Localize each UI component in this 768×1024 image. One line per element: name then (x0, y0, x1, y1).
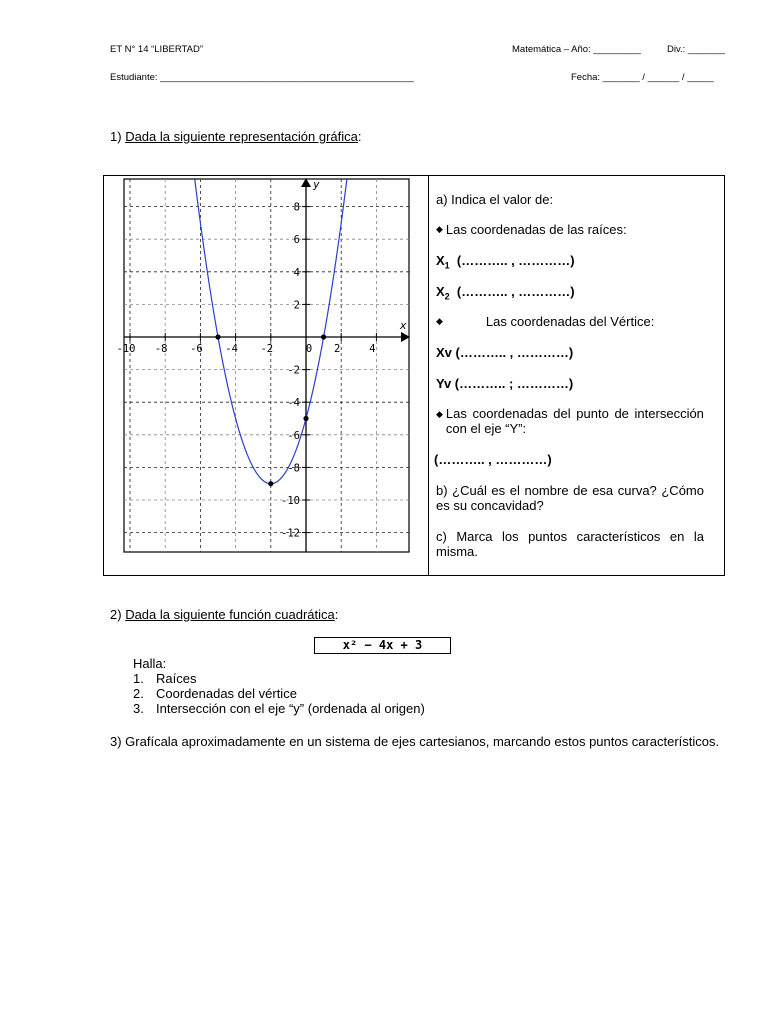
y-tick-label: 4 (293, 266, 300, 279)
chart-axes (124, 178, 410, 552)
list-number: 2. (133, 686, 144, 701)
x-tick-label: 2 (334, 343, 341, 355)
y-tick-label: -10 (281, 495, 300, 507)
vertex-label: Las coordenadas del Vértice: (485, 314, 655, 329)
quadratic-formula-box: x² − 4x + 3 (314, 637, 451, 654)
x-tick-label: -2 (260, 343, 274, 355)
x-tick-label: -6 (190, 343, 203, 355)
y-tick-label: 2 (293, 299, 300, 312)
question-3: 3) Grafícala aproximadamente en un sistema de ejes cartesianos, marcando estos puntos característicos. (110, 734, 720, 749)
x1-subscript: 1 (444, 260, 450, 271)
school-name: ET N° 14 “LIBERTAD” (110, 44, 204, 55)
chart-grid (124, 179, 409, 552)
vertex-item (436, 314, 704, 329)
x1-line (436, 253, 704, 271)
student-field: Estudiante: ________________________________________________ (110, 72, 414, 83)
x2-line (436, 284, 704, 302)
table-divider (428, 175, 429, 576)
x-tick-label: -4 (225, 343, 238, 355)
bullet-icon: ◆ (436, 224, 443, 234)
intercept-label: Las coordenadas del punto de intersección con el eje “Y”: (445, 406, 704, 436)
list-number: 1. (133, 671, 144, 686)
yv-line: Yv (……….. ; …………) (436, 376, 574, 391)
question-2-colon: : (334, 607, 339, 622)
marked-point (321, 334, 326, 339)
question-2-heading (110, 607, 338, 622)
question-2-number: 2) (110, 607, 122, 622)
y-tick-label: -2 (287, 364, 300, 377)
part-c: c) Marca los puntos característicos en la misma. (436, 529, 704, 559)
halla-label: Halla: (133, 656, 167, 671)
x2-value: (……….. , …………) (456, 284, 575, 299)
list-item (133, 686, 425, 701)
division-field: Div.: _______ (667, 44, 725, 55)
x1-label: X (436, 253, 445, 268)
list-item (133, 701, 425, 716)
y-axis-label: y (313, 178, 320, 191)
parabola-chart (116, 177, 412, 555)
question-1-number: 1) (110, 129, 122, 144)
marked-point (268, 481, 273, 486)
question-2-list (133, 656, 425, 716)
marked-point (303, 416, 308, 421)
date-field: Fecha: _______ / ______ / _____ (571, 72, 714, 83)
question-2-title: Dada la siguiente función cuadrática (125, 607, 335, 622)
y-tick-label: -4 (287, 397, 300, 410)
x-tick-label: -10 (116, 343, 136, 355)
x2-subscript: 2 (444, 291, 450, 302)
list-text: Coordenadas del vértice (156, 686, 297, 701)
list-item (133, 671, 425, 686)
list-text: Raíces (156, 671, 197, 686)
x-tick-label: -8 (154, 343, 168, 355)
question-1-title: Dada la siguiente representación gráfica (125, 129, 358, 144)
y-tick-label: 8 (293, 201, 300, 214)
x-tick-label: 4 (369, 343, 376, 355)
x-axis-label: x (400, 319, 407, 332)
xv-line: Xv (……….. , …………) (436, 345, 574, 360)
intercept-item (436, 406, 704, 436)
x2-label: X (436, 284, 445, 299)
list-number: 3. (133, 701, 144, 716)
x-tick-label: 0 (305, 343, 313, 355)
question-1-colon: : (357, 129, 362, 144)
bullet-icon: ◆ (436, 409, 443, 419)
intercept-value: (……….. , …………) (434, 452, 552, 467)
y-tick-label: 6 (293, 234, 300, 247)
x1-value: (……….. , …………) (456, 253, 575, 268)
part-b: b) ¿Cuál es el nombre de esa curva? ¿Cómo es su concavidad? (436, 483, 704, 513)
y-tick-label: -8 (287, 462, 300, 475)
y-tick-label: -12 (281, 527, 300, 540)
bullet-icon: ◆ (436, 316, 443, 326)
part-a-title: a) Indica el valor de: (436, 192, 554, 207)
subject-year-field: Matemática – Año: _________ (512, 44, 641, 55)
plot-border (124, 179, 409, 552)
roots-label: Las coordenadas de las raíces: (445, 222, 627, 237)
list-text: Intersección con el eje “y” (ordenada al origen) (156, 701, 425, 716)
roots-item (436, 222, 704, 237)
y-tick-label: -6 (287, 429, 300, 442)
question-1-heading (110, 129, 362, 144)
marked-point (215, 334, 220, 339)
